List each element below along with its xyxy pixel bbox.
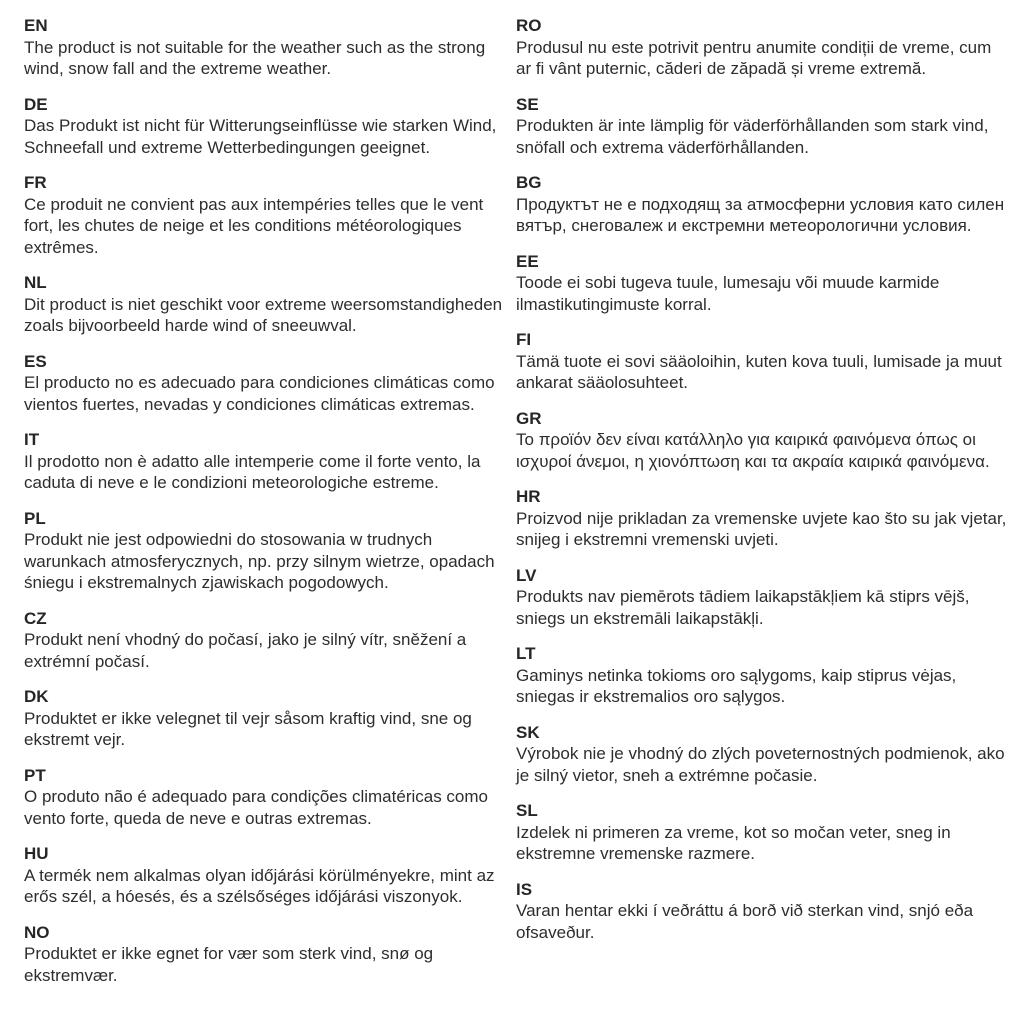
language-section bbox=[24, 94, 507, 159]
language-statement: Dit product is niet geschikt voor extreme weersomstandigheden zoals bijvoorbeeld harde wind of sneeuwval. bbox=[24, 294, 503, 335]
language-code-label: ES bbox=[24, 351, 47, 371]
language-statement: Produkts nav piemērots tādiem laikapstākļiem kā stiprs vējš, sniegs un ekstremāli laikapstākļi. bbox=[516, 587, 970, 628]
language-statement: Tämä tuote ei sovi sääoloihin, kuten kova tuuli, lumisade ja muut ankarat sääolosuhteet. bbox=[516, 351, 1002, 392]
language-section bbox=[24, 608, 507, 673]
language-section bbox=[516, 565, 1010, 630]
language-statement: A termék nem alkalmas olyan időjárási körülményekre, mint az erős szél, a hóesés, és a szélsőséges időjárási viszonyok. bbox=[24, 865, 495, 906]
language-code-label: PT bbox=[24, 765, 46, 785]
language-statement: Varan hentar ekki í veðráttu á borð við sterkan vind, snjó eða ofsaveður. bbox=[516, 901, 974, 942]
language-code-label: CZ bbox=[24, 608, 47, 628]
language-section bbox=[516, 329, 1010, 394]
language-code-label: HU bbox=[24, 844, 49, 863]
language-statement: Ce produit ne convient pas aux intempéries telles que le vent fort, les chutes de neige et les conditions météorologiques extrêmes. bbox=[24, 194, 484, 257]
language-statement: Produktet er ikke egnet for vær som sterk vind, snø og ekstremvær. bbox=[24, 944, 434, 985]
language-code-label: NL bbox=[24, 273, 47, 292]
language-section bbox=[516, 408, 1010, 473]
language-section bbox=[24, 429, 507, 494]
language-statement: Toode ei sobi tugeva tuule, lumesaju või muude karmide ilmastikutingimuste korral. bbox=[516, 273, 940, 314]
language-section bbox=[24, 272, 507, 337]
language-code-label: PL bbox=[24, 508, 46, 528]
language-section bbox=[516, 722, 1010, 787]
language-section bbox=[24, 508, 507, 594]
column-right bbox=[516, 15, 1010, 1024]
language-statement: El producto no es adecuado para condiciones climáticas como vientos fuertes, nevadas y condiciones climáticas extremas. bbox=[24, 373, 495, 414]
language-statement: Das Produkt ist nicht für Witterungseinflüsse wie starken Wind, Schneefall und extreme Wetterbedingungen geeignet. bbox=[24, 116, 497, 157]
language-code-label: LV bbox=[516, 565, 537, 585]
language-section bbox=[24, 15, 507, 80]
language-section bbox=[24, 843, 507, 908]
language-code-label: EN bbox=[24, 16, 48, 35]
language-statement: Produkt není vhodný do počasí, jako je silný vítr, sněžení a extrémní počasí. bbox=[24, 630, 467, 671]
language-section bbox=[24, 351, 507, 416]
language-section bbox=[24, 922, 507, 987]
language-code-label: HR bbox=[516, 487, 541, 506]
language-code-label: FR bbox=[24, 173, 47, 192]
language-statement: Produktet er ikke velegnet til vejr såsom kraftig vind, sne og ekstremt vejr. bbox=[24, 708, 472, 749]
language-statement: Produkten är inte lämplig för väderförhållanden som stark vind, snöfall och extrema väderförhållanden. bbox=[516, 116, 989, 157]
language-section bbox=[516, 879, 1010, 944]
language-code-label: FI bbox=[516, 330, 532, 349]
language-statement: Produkt nie jest odpowiedni do stosowania w trudnych warunkach atmosferycznych, np. przy silnym wietrze, opadach śniegu i ekstremalnych zjawiskach pogodowych. bbox=[24, 530, 495, 592]
language-statement: Il prodotto non è adatto alle intemperie come il forte vento, la caduta di neve e le condizioni meteorologiche estreme. bbox=[24, 451, 481, 492]
language-section bbox=[516, 94, 1010, 159]
language-statement: Výrobok nie je vhodný do zlých poveternostných podmienok, ako je silný vietor, sneh a extrémne počasie. bbox=[516, 744, 1005, 785]
column-left bbox=[24, 15, 507, 1024]
language-section bbox=[24, 172, 507, 258]
language-code-label: EE bbox=[516, 251, 539, 271]
language-statement: Produsul nu este potrivit pentru anumite condiții de vreme, cum ar fi vânt puternic, căderi de zăpadă și vreme extremă. bbox=[516, 37, 992, 78]
language-statement: The product is not suitable for the weather such as the strong wind, snow fall and the extreme weather. bbox=[24, 37, 486, 78]
language-code-label: BG bbox=[516, 173, 542, 192]
language-section bbox=[24, 765, 507, 830]
language-section bbox=[516, 251, 1010, 316]
language-code-label: GR bbox=[516, 408, 542, 428]
language-code-label: SL bbox=[516, 801, 538, 820]
language-section bbox=[516, 486, 1010, 551]
language-code-label: NO bbox=[24, 922, 50, 942]
language-section bbox=[516, 15, 1010, 80]
language-statement: Izdelek ni primeren za vreme, kot so močan veter, sneg in ekstremne vremenske razmere. bbox=[516, 822, 951, 863]
language-section bbox=[24, 686, 507, 751]
language-code-label: LT bbox=[516, 644, 536, 663]
language-statement: Το προϊόν δεν είναι κατάλληλο για καιρικά φαινόμενα όπως οι ισχυροί άνεμοι, η χιονόπτωση και τα ακραία καιρικά φαινόμενα. bbox=[516, 430, 990, 471]
language-statement: Proizvod nije prikladan za vremenske uvjete kao što su jak vjetar, snijeg i ekstremni vremenski uvjeti. bbox=[516, 508, 1007, 549]
language-statement: Продуктът не е подходящ за атмосферни условия като силен вятър, снеговалеж и екстремни метеорологични условия. bbox=[516, 194, 1005, 235]
language-section bbox=[516, 172, 1010, 237]
language-code-label: SK bbox=[516, 722, 540, 742]
language-code-label: IS bbox=[516, 879, 533, 899]
language-code-label: RO bbox=[516, 16, 542, 35]
language-section bbox=[516, 643, 1010, 708]
language-code-label: DK bbox=[24, 687, 49, 706]
language-statement: O produto não é adequado para condições climatéricas como vento forte, queda de neve e outras extremas. bbox=[24, 787, 489, 828]
language-code-label: IT bbox=[24, 430, 40, 449]
language-code-label: DE bbox=[24, 94, 48, 114]
language-code-label: SE bbox=[516, 94, 539, 114]
language-section bbox=[516, 800, 1010, 865]
language-statement: Gaminys netinka tokioms oro sąlygoms, kaip stiprus vėjas, sniegas ir ekstremalios oro sąlygos. bbox=[516, 665, 957, 706]
